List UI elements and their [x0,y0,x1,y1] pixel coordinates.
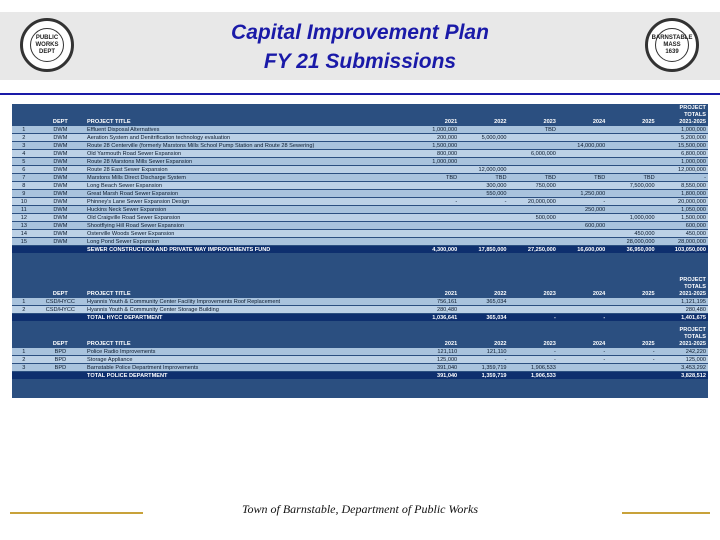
cell-total: 600,000 [685,222,706,229]
column-header-title: PROJECT TITLE [87,118,131,125]
cell-num: 2 [22,134,26,141]
table-row [12,222,708,229]
cell-y2022: - [504,198,507,205]
column-header-total: 2021-2025 [679,340,706,347]
header-rule [0,93,720,95]
cell-num: 10 [20,198,27,205]
cell-num: 6 [22,166,26,173]
cell-title: Old Yarmouth Road Sewer Expansion [87,150,182,157]
total-y2023: 27,250,000 [527,246,556,253]
cell-dept: DWM [53,182,68,189]
cell-y2023: 500,000 [535,214,556,221]
cell-y2021: 800,000 [436,150,458,157]
cell-title: Barnstable Police Department Improvements [87,364,199,371]
total-y2022: 1,359,719 [481,372,507,379]
cell-dept: BPD [54,356,67,363]
cell-y2023: TBD [544,174,556,181]
cell-title: Phinney's Lane Sewer Expansion Design [87,198,190,205]
table-row [12,150,708,157]
cell-y2024: 600,000 [585,222,606,229]
column-header-dept: DEPT [52,290,68,297]
table-row [12,166,708,173]
column-header-y2022: 2022 [494,340,507,347]
cell-dept: DWM [53,150,68,157]
seal-right-line4: 1639 [665,48,679,55]
cell-dept: DWM [53,158,68,165]
cell-total: 6,800,000 [681,150,706,157]
table-row [12,306,708,313]
cell-y2024: - [603,348,606,355]
cell-num: 4 [22,150,26,157]
cell-title: Police Radio Improvements [87,348,156,355]
cell-y2022: 5,000,000 [481,134,507,141]
cell-total: 1,000,000 [681,158,706,165]
header-row [12,326,708,333]
total-y2022: 365,034 [486,314,507,321]
total-total: 3,828,512 [681,372,706,379]
cell-y2024: 14,000,000 [577,142,606,149]
cell-y2023: 20,000,000 [527,198,556,205]
cell-y2021: - [455,198,458,205]
cell-title: Route 28 East Sewer Expansion [87,166,168,173]
cell-total: 450,000 [685,230,706,237]
cell-title: Osterville Woods Sewer Expansion [87,230,175,237]
page-title [150,18,570,76]
cell-title: Shootflying Hill Road Sewer Expansion [87,222,185,229]
cell-title: Old Craigville Road Sewer Expansion [87,214,181,221]
total-row [12,246,708,253]
cell-y2024: - [603,356,606,363]
cell-total: - [704,174,706,181]
cell-y2022: TBD [495,174,507,181]
table-row [12,298,708,305]
cell-total: 242,220 [685,348,706,355]
cell-num: 2 [22,356,26,363]
cell-y2022: 300,000 [486,182,507,189]
cell-num: 1 [22,298,26,305]
column-header-y2022: 2022 [494,118,507,125]
cell-num: 3 [22,364,26,371]
cell-y2022: 12,000,000 [478,166,507,173]
cell-total: 125,000 [685,356,706,363]
cell-dept: DWM [53,222,68,229]
page-title-line2: FY 21 Submissions [263,50,457,73]
total-y2023: 1,906,533 [531,372,556,379]
cell-total: 15,500,000 [677,142,706,149]
total-y2022: 17,850,000 [478,246,507,253]
table-row [12,348,708,355]
total-title: TOTAL POLICE DEPARTMENT [87,372,168,379]
cell-y2023: TBD [544,126,556,133]
cell-total: 1,000,000 [681,126,706,133]
seal-right-line3: MASS [663,41,681,48]
cell-dept: DWM [53,238,68,245]
cell-title: Long Beach Sewer Expansion [87,182,162,189]
column-header-total: PROJECT [679,104,706,111]
column-header-title: PROJECT TITLE [87,340,131,347]
total-y2023: - [554,314,556,321]
cell-num: 15 [20,238,27,245]
table-row [12,134,708,141]
cell-total: 3,453,292 [681,364,706,371]
cell-num: 5 [22,158,26,165]
cell-y2021: 200,000 [436,134,458,141]
cell-dept: BPD [54,348,67,355]
total-y2024: 16,600,000 [577,246,606,253]
cell-total: 1,050,000 [681,206,706,213]
cell-total: 20,000,000 [677,198,706,205]
column-header-y2025: 2025 [642,290,655,297]
cell-y2025: - [652,348,655,355]
cell-num: 11 [20,206,27,213]
cell-y2023: 750,000 [535,182,556,189]
cell-dept: DWM [53,230,68,237]
cell-y2022: 550,000 [486,190,507,197]
public-works-seal-text [30,28,64,62]
cell-y2023: - [554,348,556,355]
cell-dept: DWM [53,198,68,205]
total-row [12,314,708,321]
footer-text: Town of Barnstable, Department of Public Works [241,502,479,516]
public-works-seal-icon [20,18,74,72]
cell-dept: DWM [53,174,68,181]
cell-num: 3 [22,142,26,149]
cell-y2025: 1,000,000 [629,214,655,221]
cell-y2021: 1,000,000 [432,158,458,165]
total-total: 1,401,675 [681,314,706,321]
header-row [12,104,708,111]
column-header-y2021: 2021 [444,340,458,347]
cell-y2024: TBD [594,174,606,181]
cell-title: Hyannis Youth & Community Center Storage Building [87,306,219,313]
column-header-y2024: 2024 [592,118,606,125]
header-row [12,340,708,347]
cell-y2025: 7,500,000 [629,182,655,189]
column-header-y2021: 2021 [444,118,458,125]
cell-num: 7 [22,174,26,181]
footer-rule-right [622,512,710,514]
column-header-y2023: 2023 [543,290,556,297]
cell-total: 28,000,000 [677,238,706,245]
header-row [12,333,708,340]
cell-total: 280,480 [685,306,706,313]
column-header-y2025: 2025 [642,340,655,347]
cell-dept: DWM [53,166,68,173]
cell-num: 1 [22,348,26,355]
cell-total: 1,121,195 [681,298,706,305]
cell-title: Storage Appliance [87,356,133,363]
cell-y2024: - [603,198,606,205]
cell-y2025: 28,000,000 [626,238,655,245]
total-row [12,372,708,379]
header-row [12,111,708,118]
table-row [12,126,708,133]
cell-y2021: 1,000,000 [432,126,458,133]
cell-y2021: 756,161 [436,298,458,305]
cell-y2023: 1,906,533 [531,364,556,371]
cell-total: 5,200,000 [681,134,706,141]
cell-y2022: - [504,356,507,363]
cell-y2021: 1,500,000 [432,142,458,149]
cell-total: 8,550,000 [681,182,706,189]
cell-y2023: 6,000,000 [531,150,556,157]
table-row [12,158,708,165]
column-header-total: PROJECT [679,326,706,333]
column-header-total: TOTALS [684,283,706,290]
cell-dept: DWM [53,142,68,149]
header-row [12,276,708,283]
cell-num: 8 [22,182,26,189]
cell-y2021: 391,040 [436,364,458,371]
total-title: TOTAL HYCC DEPARTMENT [87,314,163,321]
table-row [12,364,708,371]
cell-total: 12,000,000 [677,166,706,173]
town-seal-text [651,28,693,62]
table-row [12,190,708,197]
column-header-total: TOTALS [684,111,706,118]
cell-y2024: 1,250,000 [580,190,606,197]
total-y2025: 36,950,000 [626,246,655,253]
column-header-y2021: 2021 [444,290,458,297]
cell-dept: CSD/HYCC [45,298,75,305]
cell-dept: BPD [54,364,67,371]
cell-y2022: 1,359,719 [481,364,507,371]
total-y2024: - [603,314,606,321]
cell-num: 9 [22,190,26,197]
cell-dept: DWM [53,126,68,133]
column-header-total: 2021-2025 [679,118,706,125]
cell-num: 12 [20,214,27,221]
cell-y2021: 125,000 [436,356,458,363]
cell-title: Long Pond Sewer Expansion [87,238,160,245]
column-header-y2024: 2024 [592,340,606,347]
column-header-title: PROJECT TITLE [87,290,131,297]
cell-dept: DWM [53,134,68,141]
page-title-line1: Capital Improvement Plan [231,21,489,44]
cell-total: 1,800,000 [681,190,706,197]
column-header-dept: DEPT [52,340,68,347]
cell-title: Hyannis Youth & Community Center Facility Improvements Roof Replacement [87,298,281,305]
cell-num: 13 [20,222,27,229]
capital-plan-spreadsheet [12,104,708,398]
cell-total: 1,500,000 [681,214,706,221]
column-header-y2023: 2023 [543,118,556,125]
cell-y2021: 121,110 [437,348,458,355]
table-row [12,182,708,189]
column-header-y2024: 2024 [592,290,606,297]
total-y2021: 4,300,000 [432,246,458,253]
column-header-dept: DEPT [52,118,68,125]
cell-dept: DWM [53,190,68,197]
table-row [12,174,708,181]
cell-y2021: 280,480 [436,306,458,313]
cell-y2023: - [554,356,556,363]
table-row [12,238,708,245]
table-row [12,214,708,221]
table-row [12,142,708,149]
column-header-total: TOTALS [684,333,706,340]
cell-y2021: TBD [446,174,458,181]
table-row [12,230,708,237]
cell-num: 1 [22,126,26,133]
cell-y2022: 365,034 [486,298,507,305]
cell-y2022: 121,110 [486,348,507,355]
seal-right-line2: BARNSTABLE [651,34,693,41]
total-y2021: 391,040 [436,372,458,379]
cell-y2025: TBD [643,174,655,181]
table-row [12,198,708,205]
total-y2021: 1,036,641 [432,314,458,321]
header-row [12,283,708,290]
cell-dept: DWM [53,206,68,213]
column-header-total: 2021-2025 [679,290,706,297]
column-header-y2023: 2023 [543,340,556,347]
seal-left-line3: DEPT [38,48,55,55]
cell-title: Huckins Neck Sewer Expansion [87,206,167,213]
table-row [12,356,708,363]
cell-title: Route 28 Centerville (formerly Marstons Mills School Pump Station and Route 28 Sewering) [87,142,315,149]
cell-y2024: 250,000 [585,206,606,213]
seal-left-line2: PUBLIC WORKS [35,34,59,48]
cell-title: Effluent Disposal Alternatives [87,126,160,133]
column-header-y2022: 2022 [494,290,507,297]
total-title: SEWER CONSTRUCTION AND PRIVATE WAY IMPROVEMENTS FUND [87,246,271,253]
cell-title: Route 28 Marstons Mills Sewer Expansion [87,158,193,165]
total-total: 103,050,000 [674,246,706,253]
cell-dept: DWM [53,214,68,221]
cell-title: Great Marsh Road Sewer Expansion [87,190,179,197]
column-header-y2025: 2025 [642,118,655,125]
column-header-total: PROJECT [679,276,706,283]
cell-y2025: 450,000 [634,230,655,237]
table-row [12,206,708,213]
cell-dept: CSD/HYCC [45,306,75,313]
cell-num: 2 [22,306,26,313]
cell-title: Aeration System and Denitrification technology evaluation [87,134,231,141]
cell-num: 14 [20,230,27,237]
town-seal-icon [645,18,699,72]
header-row [12,118,708,125]
cell-title: Marstons Mills Direct Discharge System [87,174,186,181]
header-row [12,290,708,297]
cell-y2025: - [652,356,655,363]
